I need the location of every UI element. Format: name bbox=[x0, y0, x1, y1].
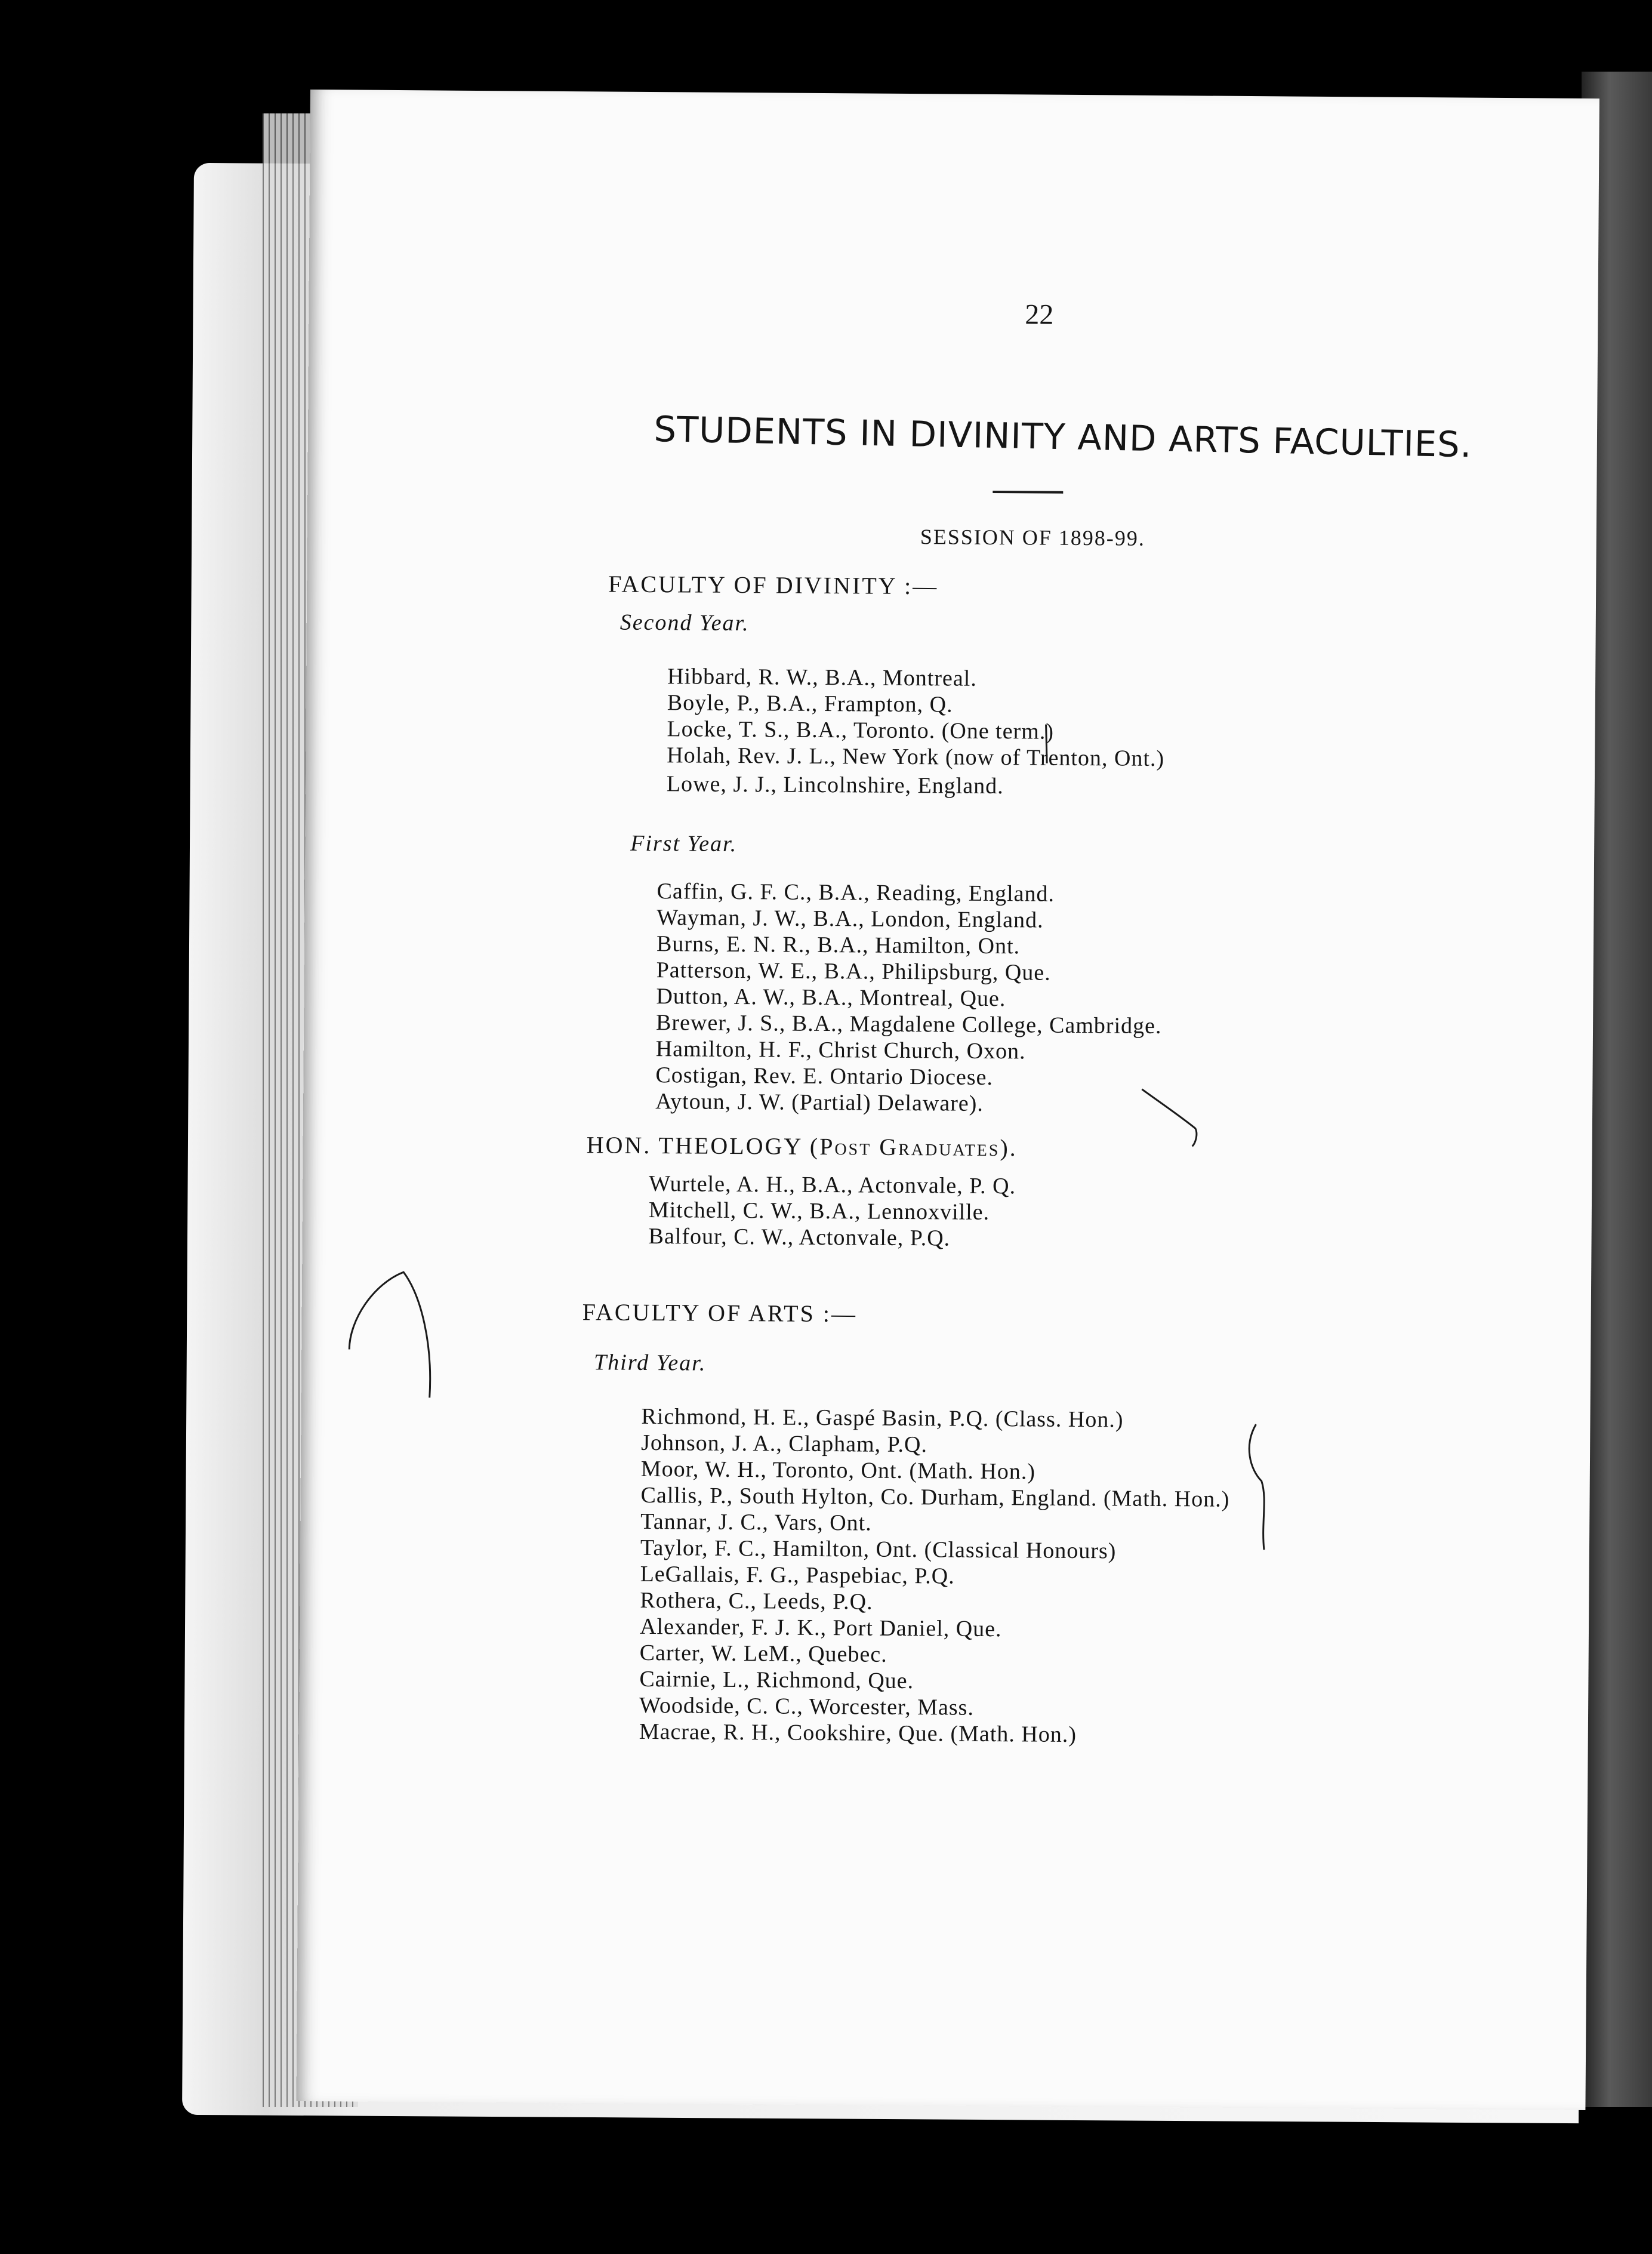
list-item: Burns, E. N. R., B.A., Hamilton, Ont. bbox=[656, 931, 1021, 959]
list-item: Costigan, Rev. E. Ontario Diocese. bbox=[655, 1063, 994, 1091]
list-item: Wayman, J. W., B.A., London, England. bbox=[657, 905, 1044, 933]
pencil-bracket-mark bbox=[325, 1260, 446, 1415]
list-item: Callis, P., South Hylton, Co. Durham, England. (Math. Hon.) bbox=[640, 1482, 1230, 1512]
arts-third-year-heading: Third Year. bbox=[593, 1350, 707, 1376]
pencil-tick-mark bbox=[1034, 721, 1058, 769]
divinity-heading: FACULTY OF DIVINITY :— bbox=[608, 570, 939, 600]
list-item: Balfour, C. W., Actonvale, P.Q. bbox=[648, 1224, 951, 1251]
list-item: Rothera, C., Leeds, P.Q. bbox=[640, 1587, 873, 1615]
list-item: Boyle, P., B.A., Frampton, Q. bbox=[667, 690, 953, 718]
list-item: Aytoun, J. W. (Partial) Delaware). bbox=[655, 1089, 984, 1116]
arts-heading: FACULTY OF ARTS :— bbox=[582, 1298, 858, 1328]
hon-theology-heading: HON. THEOLOGY (Post Graduates). bbox=[586, 1131, 1018, 1162]
list-item: Alexander, F. J. K., Port Daniel, Que. bbox=[639, 1613, 1002, 1642]
list-item: Woodside, C. C., Worcester, Mass. bbox=[639, 1692, 975, 1720]
list-item: Wurtele, A. H., B.A., Actonvale, P. Q. bbox=[649, 1171, 1016, 1199]
session-line: SESSION OF 1898-99. bbox=[920, 525, 1145, 550]
list-item: Cairnie, L., Richmond, Que. bbox=[639, 1666, 914, 1694]
list-item: Tannar, J. C., Vars, Ont. bbox=[640, 1508, 872, 1536]
list-item: Locke, T. S., B.A., Toronto. (One term.) bbox=[667, 716, 1055, 744]
list-item: Richmond, H. E., Gaspé Basin, P.Q. (Class. Hon.) bbox=[641, 1403, 1124, 1433]
list-item: Lowe, J. J., Lincolnshire, England. bbox=[666, 771, 1004, 799]
page-title: STUDENTS IN DIVINITY AND ARTS FACULTIES. bbox=[654, 408, 1473, 466]
page-number: 22 bbox=[1025, 298, 1054, 331]
divinity-first-year-heading: First Year. bbox=[630, 830, 738, 857]
list-item: Mitchell, C. W., B.A., Lennoxville. bbox=[648, 1197, 990, 1225]
list-item: Caffin, G. F. C., B.A., Reading, England. bbox=[657, 879, 1055, 907]
list-item: Taylor, F. C., Hamilton, Ont. (Classical Honours) bbox=[640, 1535, 1117, 1564]
divinity-second-year-heading: Second Year. bbox=[620, 609, 750, 636]
list-item: Johnson, J. A., Clapham, P.Q. bbox=[641, 1430, 928, 1458]
list-item: Macrae, R. H., Cookshire, Que. (Math. Hon.) bbox=[639, 1719, 1077, 1748]
document-page bbox=[296, 90, 1599, 2110]
list-item: Hamilton, H. F., Christ Church, Oxon. bbox=[655, 1036, 1026, 1064]
list-item: Moor, W. H., Toronto, Ont. (Math. Hon.) bbox=[640, 1456, 1036, 1485]
list-item: Patterson, W. E., B.A., Philipsburg, Que. bbox=[656, 957, 1051, 986]
list-item: Hibbard, R. W., B.A., Montreal. bbox=[667, 664, 977, 691]
list-item: Brewer, J. S., B.A., Magdalene College, Cambridge. bbox=[655, 1010, 1162, 1039]
list-item: LeGallais, F. G., Paspebiac, P.Q. bbox=[640, 1561, 955, 1589]
title-rule bbox=[993, 491, 1063, 494]
list-item: Dutton, A. W., B.A., Montreal, Que. bbox=[656, 984, 1006, 1012]
list-item: Holah, Rev. J. L., New York (now of Trenton, Ont.) bbox=[667, 743, 1165, 772]
pencil-bracket-mark bbox=[1237, 1421, 1286, 1553]
pencil-bracket-mark bbox=[1139, 1086, 1211, 1153]
list-item: Carter, W. LeM., Quebec. bbox=[639, 1640, 887, 1667]
